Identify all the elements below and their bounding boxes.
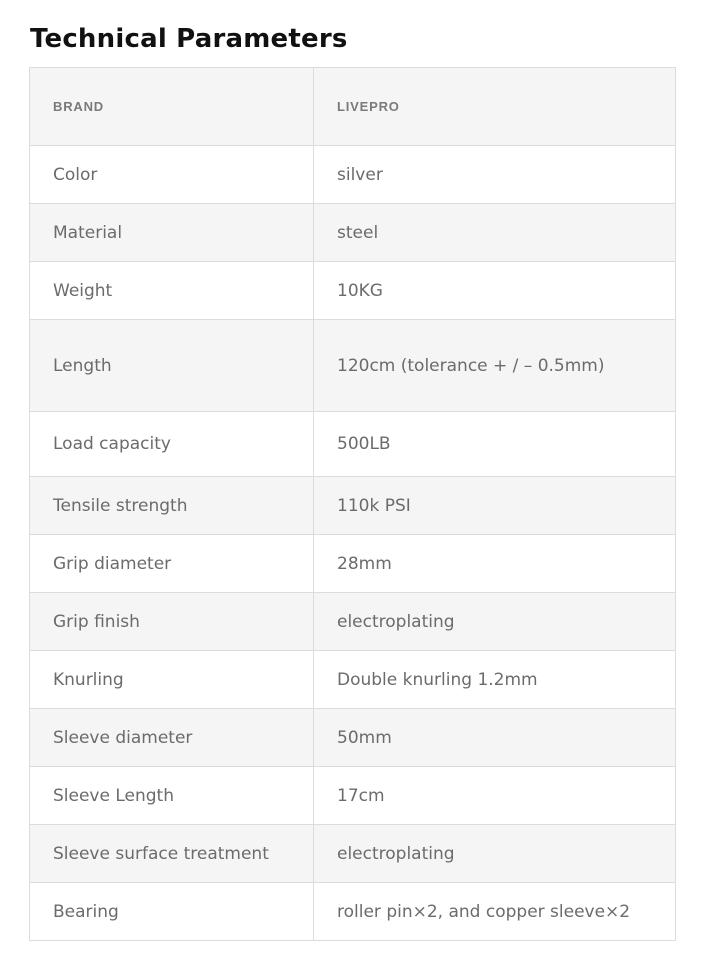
table-row-knurling [30, 651, 676, 709]
table-row-length [30, 320, 676, 412]
row-value: Double knurling 1.2mm [314, 651, 676, 709]
table-row-sleeve-length [30, 767, 676, 825]
row-label: Grip diameter [30, 535, 314, 593]
row-label: Knurling [30, 651, 314, 709]
table-header-row [30, 68, 676, 146]
row-value: 50mm [314, 709, 676, 767]
row-label: Tensile strength [30, 477, 314, 535]
row-value: electroplating [314, 593, 676, 651]
header-label-cell: BRAND [30, 68, 314, 146]
row-label: Sleeve surface treatment [30, 825, 314, 883]
row-value: silver [314, 146, 676, 204]
technical-parameters-table [29, 67, 676, 941]
row-label: Bearing [30, 883, 314, 941]
row-value: steel [314, 204, 676, 262]
table-row-load-capacity [30, 412, 676, 477]
table-row-color [30, 146, 676, 204]
row-label: Color [30, 146, 314, 204]
row-label: Sleeve diameter [30, 709, 314, 767]
page-title: Technical Parameters [30, 24, 348, 54]
row-label: Weight [30, 262, 314, 320]
row-value: 120cm (tolerance + / – 0.5mm) [314, 320, 676, 412]
header-value-cell: LIVEPRO [314, 68, 676, 146]
row-value: 10KG [314, 262, 676, 320]
row-value: electroplating [314, 825, 676, 883]
table-row-weight [30, 262, 676, 320]
row-value: 28mm [314, 535, 676, 593]
row-label: Grip finish [30, 593, 314, 651]
table-row-material [30, 204, 676, 262]
row-label: Sleeve Length [30, 767, 314, 825]
row-label: Length [30, 320, 314, 412]
table-row-sleeve-surface-treatment [30, 825, 676, 883]
table-row-grip-diameter [30, 535, 676, 593]
table-row-bearing [30, 883, 676, 941]
row-value: 110k PSI [314, 477, 676, 535]
table-row-grip-finish [30, 593, 676, 651]
row-value: 17cm [314, 767, 676, 825]
table-row-sleeve-diameter [30, 709, 676, 767]
table-row-tensile-strength [30, 477, 676, 535]
row-label: Load capacity [30, 412, 314, 477]
row-value: roller pin×2, and copper sleeve×2 [314, 883, 676, 941]
row-label: Material [30, 204, 314, 262]
row-value: 500LB [314, 412, 676, 477]
